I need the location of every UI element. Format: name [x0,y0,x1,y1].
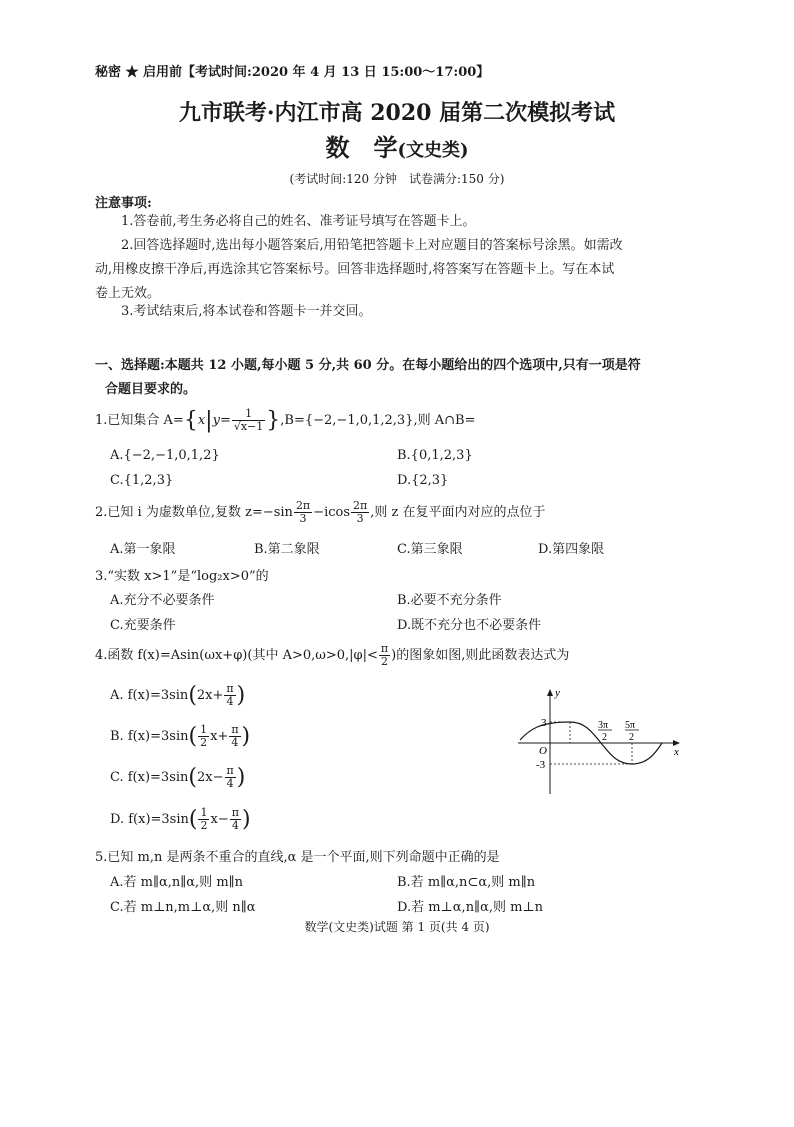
q2-fraction-2: $\frac{2\pi}{3}$ [353,499,368,525]
tick-5pi2-den: 2 [629,732,634,743]
q2-middle: −icos [313,505,351,520]
q4-option-c: C. f(x)=3sin(2x− $\frac{\pi}{4}$ ) [110,764,246,790]
y-min-label: -3 [536,759,546,771]
q3-option-a: A.充分不必要条件 [110,593,215,608]
x-axis-label: x [674,746,679,758]
q2-option-c: C.第三象限 [397,542,463,557]
confidential-line: 秘密 ★ 启用前【考试时间:2020 年 4 月 13 日 15:00～17:00】 [95,65,490,80]
q2-prefix: 2.已知 i 为虚数单位,复数 z=−sin [95,505,293,520]
q2-fraction-1: $\frac{2\pi}{3}$ [295,499,311,525]
q5-option-b: B.若 m∥α,n⊂α,则 m∥n [397,875,536,890]
q1-set-var: x [197,413,206,428]
question-2-stem [95,500,546,525]
q4-prefix: 4.函数 f(x)=Asin(ωx+φ)(其中 A>0,ω>0,|φ|< [95,648,378,663]
subject-title [0,128,794,163]
q3-option-b: B.必要不充分条件 [397,593,502,608]
q1-option-a: A.{−2,−1,0,1,2} [110,448,220,463]
q5-option-c: C.若 m⊥n,m⊥α,则 n∥α [110,900,256,915]
question-4-stem [95,643,569,668]
q1-option-d: D.{2,3} [397,473,449,488]
section-heading [95,354,641,402]
q3-option-d: D.既不充分也不必要条件 [397,618,542,633]
notice-item-2-line3: 卷上无效。 [95,286,161,301]
notice-item-2-line2: 动,用橡皮擦干净后,再选涂其它答案标号。回答非选择题时,将答案写在答题卡上。写在本试 [95,262,615,277]
q4-fraction: $\frac{\pi}{2}$ [380,642,389,668]
tick-3pi2-den: 2 [602,732,607,743]
notice-item-1: 1.答卷前,考生务必将自己的姓名、准考证号填写在答题卡上。 [121,214,476,229]
q1-option-c: C.{1,2,3} [110,473,174,488]
question-3-stem: 3.“实数 x>1”是“log₂x>0”的 [95,569,269,584]
q2-option-b: B.第二象限 [254,542,320,557]
question-5-stem: 5.已知 m,n 是两条不重合的直线,α 是一个平面,则下列命题中正确的是 [95,850,500,865]
q4-suffix: )的图象如图,则此函数表达式为 [391,648,570,663]
section-heading-line2: 合题目要求的。 [105,382,197,397]
notice-heading: 注意事项: [95,196,152,211]
section-heading-line1: 一、选择题:本题共 12 小题,每小题 5 分,共 60 分。在每小题给出的四个选项中,只有一项是符 [95,358,641,373]
subject-name: 数 学 [325,133,398,162]
q5-option-a: A.若 m∥α,n∥α,则 m∥n [110,875,244,890]
notice-item-2-line1: 2.回答选择题时,选出每小题答案后,用铅笔把答题卡上对应题目的答案标号涂黑。如需改 [121,238,623,253]
y-axis-arrow [547,689,553,696]
q1-prefix: 1.已知集合 A= [95,413,184,428]
subject-category: (文史类) [397,140,469,161]
q4-option-d: D. f(x)=3sin( $\frac{1}{2}$ x− $\frac{\pi}{4}$ ) [110,806,251,832]
q2-option-d: D.第四象限 [538,542,605,557]
q4-option-b: B. f(x)=3sin( $\frac{1}{2}$ x+ $\frac{\pi}{4}$ ) [110,723,251,749]
q1-option-b: B.{0,1,2,3} [397,448,473,463]
page-footer: 数学(文史类)试题 第 1 页(共 4 页) [304,920,490,934]
exam-title: 九市联考·内江市高 2020 届第二次模拟考试 [178,100,616,126]
question-1-stem: 1.已知集合 A={x|y= $\frac{1}{√x-1}$ },B={−2,−1,0,1,2,3},则 A∩B= [95,407,476,433]
exam-info: (考试时间:120 分钟 试卷满分:150 分) [289,172,505,186]
notice-item-3: 3.考试结束后,将本试卷和答题卡一并交回。 [121,304,372,319]
origin-label: O [539,745,547,757]
q2-option-a: A.第一象限 [110,542,176,557]
q3-option-c: C.充要条件 [110,618,176,633]
y-axis-label: y [555,687,560,699]
q2-suffix: ,则 z 在复平面内对应的点位于 [370,505,546,520]
tick-5pi2-num: 5π [625,720,636,731]
q5-option-d: D.若 m⊥α,n∥α,则 m⊥n [397,900,544,915]
q1-suffix: ,B={−2,−1,0,1,2,3},则 A∩B= [280,413,476,428]
q4-sine-graph [510,684,690,799]
q1-fraction: $\frac{1}{√x-1}$ [233,407,264,433]
tick-3pi2-num: 3π [598,720,609,731]
q1-set-cond: y= [212,413,231,428]
q4-option-a: A. f(x)=3sin(2x+ $\frac{\pi}{4}$ ) [110,682,246,708]
y-max-label: 3 [541,717,547,729]
